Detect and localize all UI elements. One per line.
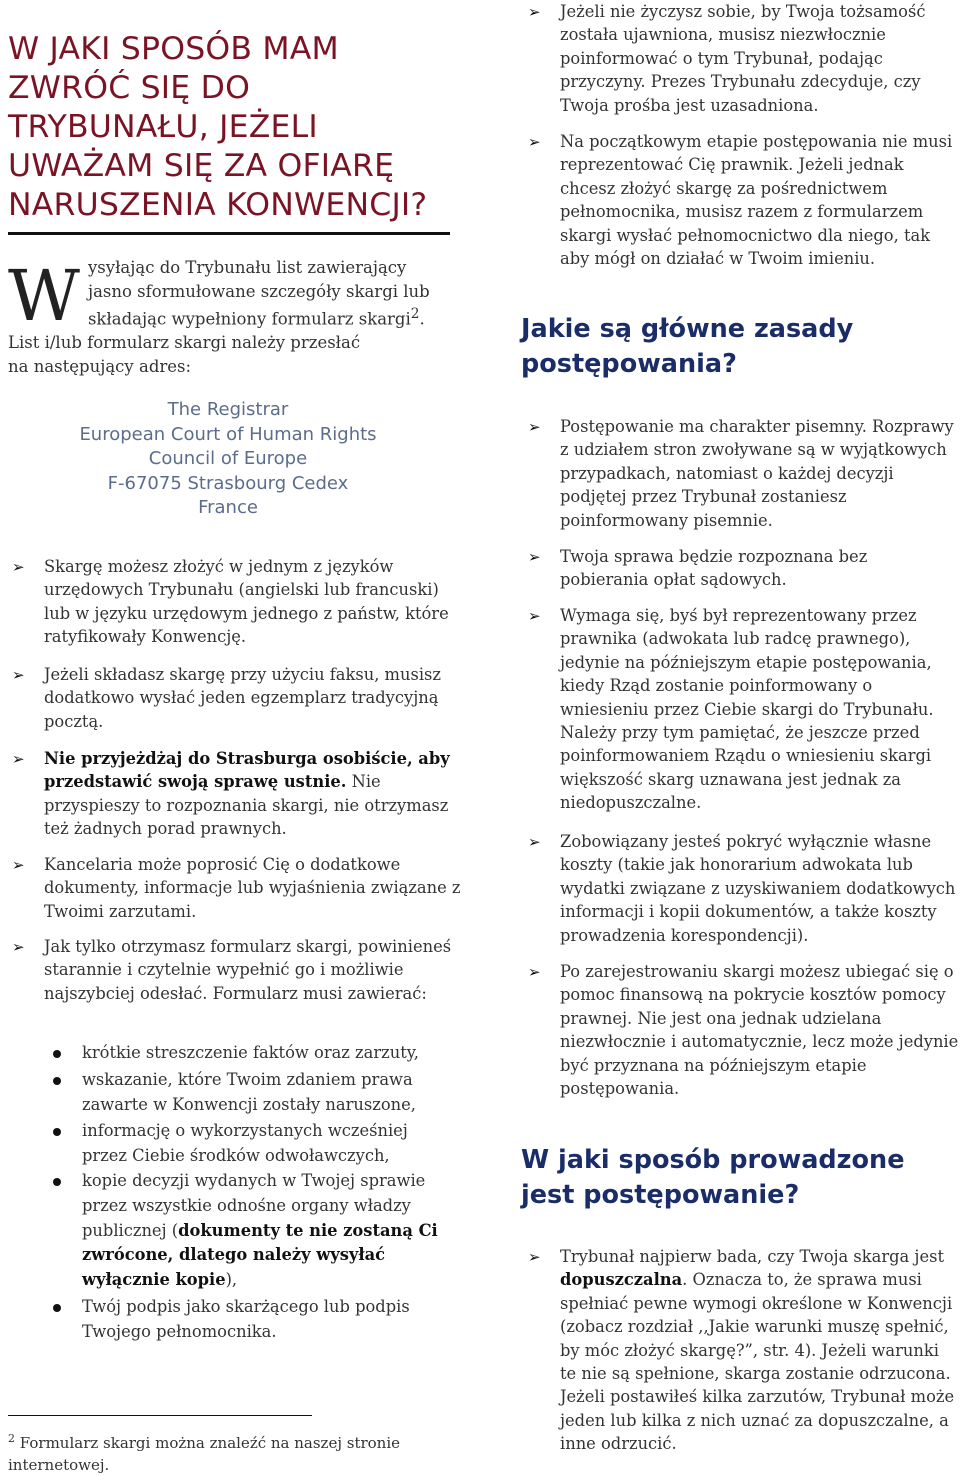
arrow-bullet-icon: ➢: [12, 856, 25, 874]
list-item-text-part: kopie decyzji wydanych w Twojej sprawie przez wszystkie odnośne organy władzy publicznej (: [82, 1171, 426, 1240]
list-item-text: Wymaga się, byś był reprezentowany przez prawnika (adwokata lub radcę prawnego), jedynie na późniejszym etapie postępowania, kiedy Rząd zostanie poinformowany o wniesieniu przez Ciebie skargi do Trybunału. Należy przy tym pamiętać, że jeszcze przed poinformowaniem Rządu o wniesieniu skargi większość skarg uznawana jest jednak za niedopuszczalne.: [560, 606, 934, 813]
list-item: [82, 1295, 442, 1345]
bold-text: dopuszczalna: [560, 1270, 683, 1290]
heading-underline: [8, 232, 450, 235]
list-item-text: Jak tylko otrzymasz formularz skargi, powinieneś starannie i czytelnie wypełnić go i możliwie najszybciej odesłać. Formularz musi zawierać:: [44, 937, 452, 1003]
bullet-dot-icon: [53, 1304, 61, 1312]
list-item-text: Jeżeli nie życzysz sobie, by Twoja tożsamość została ujawniona, musisz niezwłocznie poinformować o tym Trybunał, podając przyczyny. Prezes Trybunału zdecyduje, czy Twoja prośba jest uzasadniona.: [560, 2, 926, 115]
list-item: [528, 960, 960, 1100]
list-item: [528, 1245, 960, 1456]
list-item: [82, 1041, 442, 1066]
intro-line: List i/lub formularz skargi należy przesłać: [8, 333, 361, 352]
intro-line: ysyłając do Trybunału list zawierający: [87, 258, 407, 277]
footnote-number: 2: [8, 1432, 15, 1445]
list-item-text: Postępowanie ma charakter pisemny. Rozprawy z udziałem stron zwoływane są w wyjątkowych przypadkach, natomiast o każdej decyzji podjętej przez Trybunał zostaniesz poinformowany pisemnie.: [560, 417, 954, 530]
arrow-bullet-icon: ➢: [528, 1248, 541, 1266]
list-item-text: Jeżeli składasz skargę przy użyciu faksu, musisz dodatkowo wysłać jeden egzemplarz tradycyjną pocztą.: [44, 665, 441, 731]
list-item-text: Zobowiązany jesteś pokryć wyłącznie własne koszty (takie jak honorarium adwokata lub wydatki związane z uzyskiwaniem dodatkowych informacji i kopii dokumentów, a także koszty prowadzenia korespondencji).: [560, 832, 956, 945]
list-item: [82, 1119, 442, 1169]
intro-line: składając wypełniony formularz skargi$^2$.: [87, 306, 425, 329]
list-item-text: [560, 1245, 960, 1456]
main-heading: W JAKI SPOSÓB MAM ZWRÓĆ SIĘ DO TRYBUNAŁU, JEŻELI UWAŻAM SIĘ ZA OFIARĘ NARUSZENIA KONWENCJI?: [8, 31, 428, 223]
list-item: [528, 604, 960, 815]
arrow-bullet-icon: ➢: [12, 938, 25, 956]
list-item: [528, 830, 960, 947]
arrow-bullet-icon: ➢: [12, 558, 25, 576]
intro-line: jasno sformułowane szczegóły skargi lub: [87, 281, 430, 301]
list-item: [82, 1068, 442, 1118]
list-item-text: informację o wykorzystanych wcześniej przez Ciebie środków odwoławczych,: [82, 1121, 408, 1165]
list-item-text: krótkie streszczenie faktów oraz zarzuty,: [82, 1043, 419, 1062]
footnote-text: Formularz skargi można znaleźć na naszej stronie internetowej.: [8, 1434, 401, 1474]
list-item: [528, 0, 956, 117]
bold-text: dokumenty te nie zostaną Ci zwrócone, dlatego należy wysyłać wyłącznie kopie: [82, 1220, 438, 1290]
list-item: [528, 130, 956, 270]
list-item-text: Skargę możesz złożyć w jednym z języków urzędowych Trybunału (angielski lub francuski) lub w języku urzędowym jednego z państw, które ratyfikowały Konwencję.: [44, 557, 449, 647]
list-item-text-part: Trybunał najpierw bada, czy Twoja skarga jest: [560, 1247, 945, 1266]
arrow-bullet-icon: ➢: [528, 548, 541, 566]
footnote: [8, 1428, 408, 1476]
bullet-dot-icon: [53, 1128, 61, 1136]
arrow-bullet-icon: ➢: [528, 3, 541, 21]
bullet-dot-icon: [53, 1178, 61, 1186]
list-item-text-part: . Oznacza to, że sprawa musi spełniać pewne wymogi określone w Konwencji (zobacz rozdział ,,Jakie warunki muszę spełnić, by móc złożyć skargę?”, str. 4). Jeżeli warunki te nie są spełnione, skarga zostanie odrzucona. Jeżeli postawiłeś kilka zarzutów, Trybunał może jeden lub kilka z nich uznać za dopuszczalne, a inne odrzucić.: [560, 1270, 955, 1454]
list-item-text: Na początkowym etapie postępowania nie musi reprezentować Cię prawnik. Jeżeli jednak chcesz złożyć skargę za pośrednictwem pełnomocnika, musisz razem z formularzem skargi wysłać pełnomocnictwo dla niego, tak aby mógł on działać w Twoim imieniu.: [560, 132, 953, 269]
address-line: France: [198, 497, 258, 519]
list-item-text: [44, 747, 464, 841]
list-item-text-part: ),: [225, 1270, 238, 1290]
list-item: [528, 415, 960, 532]
list-item-text: Twój podpis jako skarżącego lub podpis Twojego pełnomocnika.: [82, 1297, 410, 1341]
list-item-text: [82, 1171, 438, 1289]
list-item-text: wskazanie, które Twoim zdaniem prawa zawarte w Konwencji zostały naruszone,: [82, 1070, 416, 1114]
arrow-bullet-icon: ➢: [528, 963, 541, 981]
address-line: European Court of Human Rights: [79, 423, 377, 445]
arrow-bullet-icon: ➢: [12, 666, 25, 684]
list-item: [12, 853, 464, 923]
list-item-text: Kancelaria może poprosić Cię o dodatkowe dokumenty, informacje lub wyjaśnienia związane z Twoimi zarzutami.: [44, 855, 461, 921]
list-item: [12, 555, 464, 649]
arrow-bullet-icon: ➢: [528, 418, 541, 436]
registrar-address: [8, 398, 448, 521]
arrow-bullet-icon: ➢: [528, 133, 541, 151]
list-item: [528, 545, 960, 592]
list-item: [12, 663, 464, 733]
list-item-text-rest: Nie przyspieszy to rozpoznania skargi, nie otrzymasz też żadnych porad prawnych.: [44, 772, 449, 839]
bullet-dot-icon: [53, 1050, 61, 1058]
footnote-ref: 2: [410, 306, 420, 322]
list-item: [82, 1169, 442, 1293]
drop-cap: W: [8, 255, 80, 337]
intro-line-text: składając wypełniony formularz skargi: [87, 309, 411, 329]
section-heading: Jakie są główne zasady postępowania?: [521, 314, 854, 379]
address-line: Council of Europe: [148, 448, 308, 470]
bullet-dot-icon: [53, 1077, 61, 1085]
arrow-bullet-icon: ➢: [528, 833, 541, 851]
section-heading: W jaki sposób prowadzone jest postępowanie?: [521, 1145, 905, 1210]
arrow-bullet-icon: ➢: [12, 750, 25, 768]
address-line: The Registrar: [167, 399, 289, 420]
footnote-separator: [8, 1415, 312, 1416]
list-item-text: Twoja sprawa będzie rozpoznana bez pobierania opłat sądowych.: [560, 547, 868, 590]
list-item: [12, 747, 464, 841]
intro-line: na następujący adres:: [8, 356, 192, 376]
list-item-text: Po zarejestrowaniu skargi możesz ubiegać się o pomoc finansową na pokrycie kosztów pomocy prawnej. Nie jest ona jednak udzielana niezwłocznie i automatycznie, lecz może jedynie być przyznana na późniejszym etapie postępowania.: [560, 962, 959, 1099]
intro-paragraph: [8, 256, 448, 378]
arrow-bullet-icon: ➢: [528, 607, 541, 625]
bold-text: Nie przyjeżdżaj do Strasburga osobiście, aby przedstawić swoją sprawę ustnie.: [44, 749, 450, 792]
address-line: F-67075 Strasbourg Cedex: [107, 472, 349, 494]
list-item: [12, 935, 464, 1005]
